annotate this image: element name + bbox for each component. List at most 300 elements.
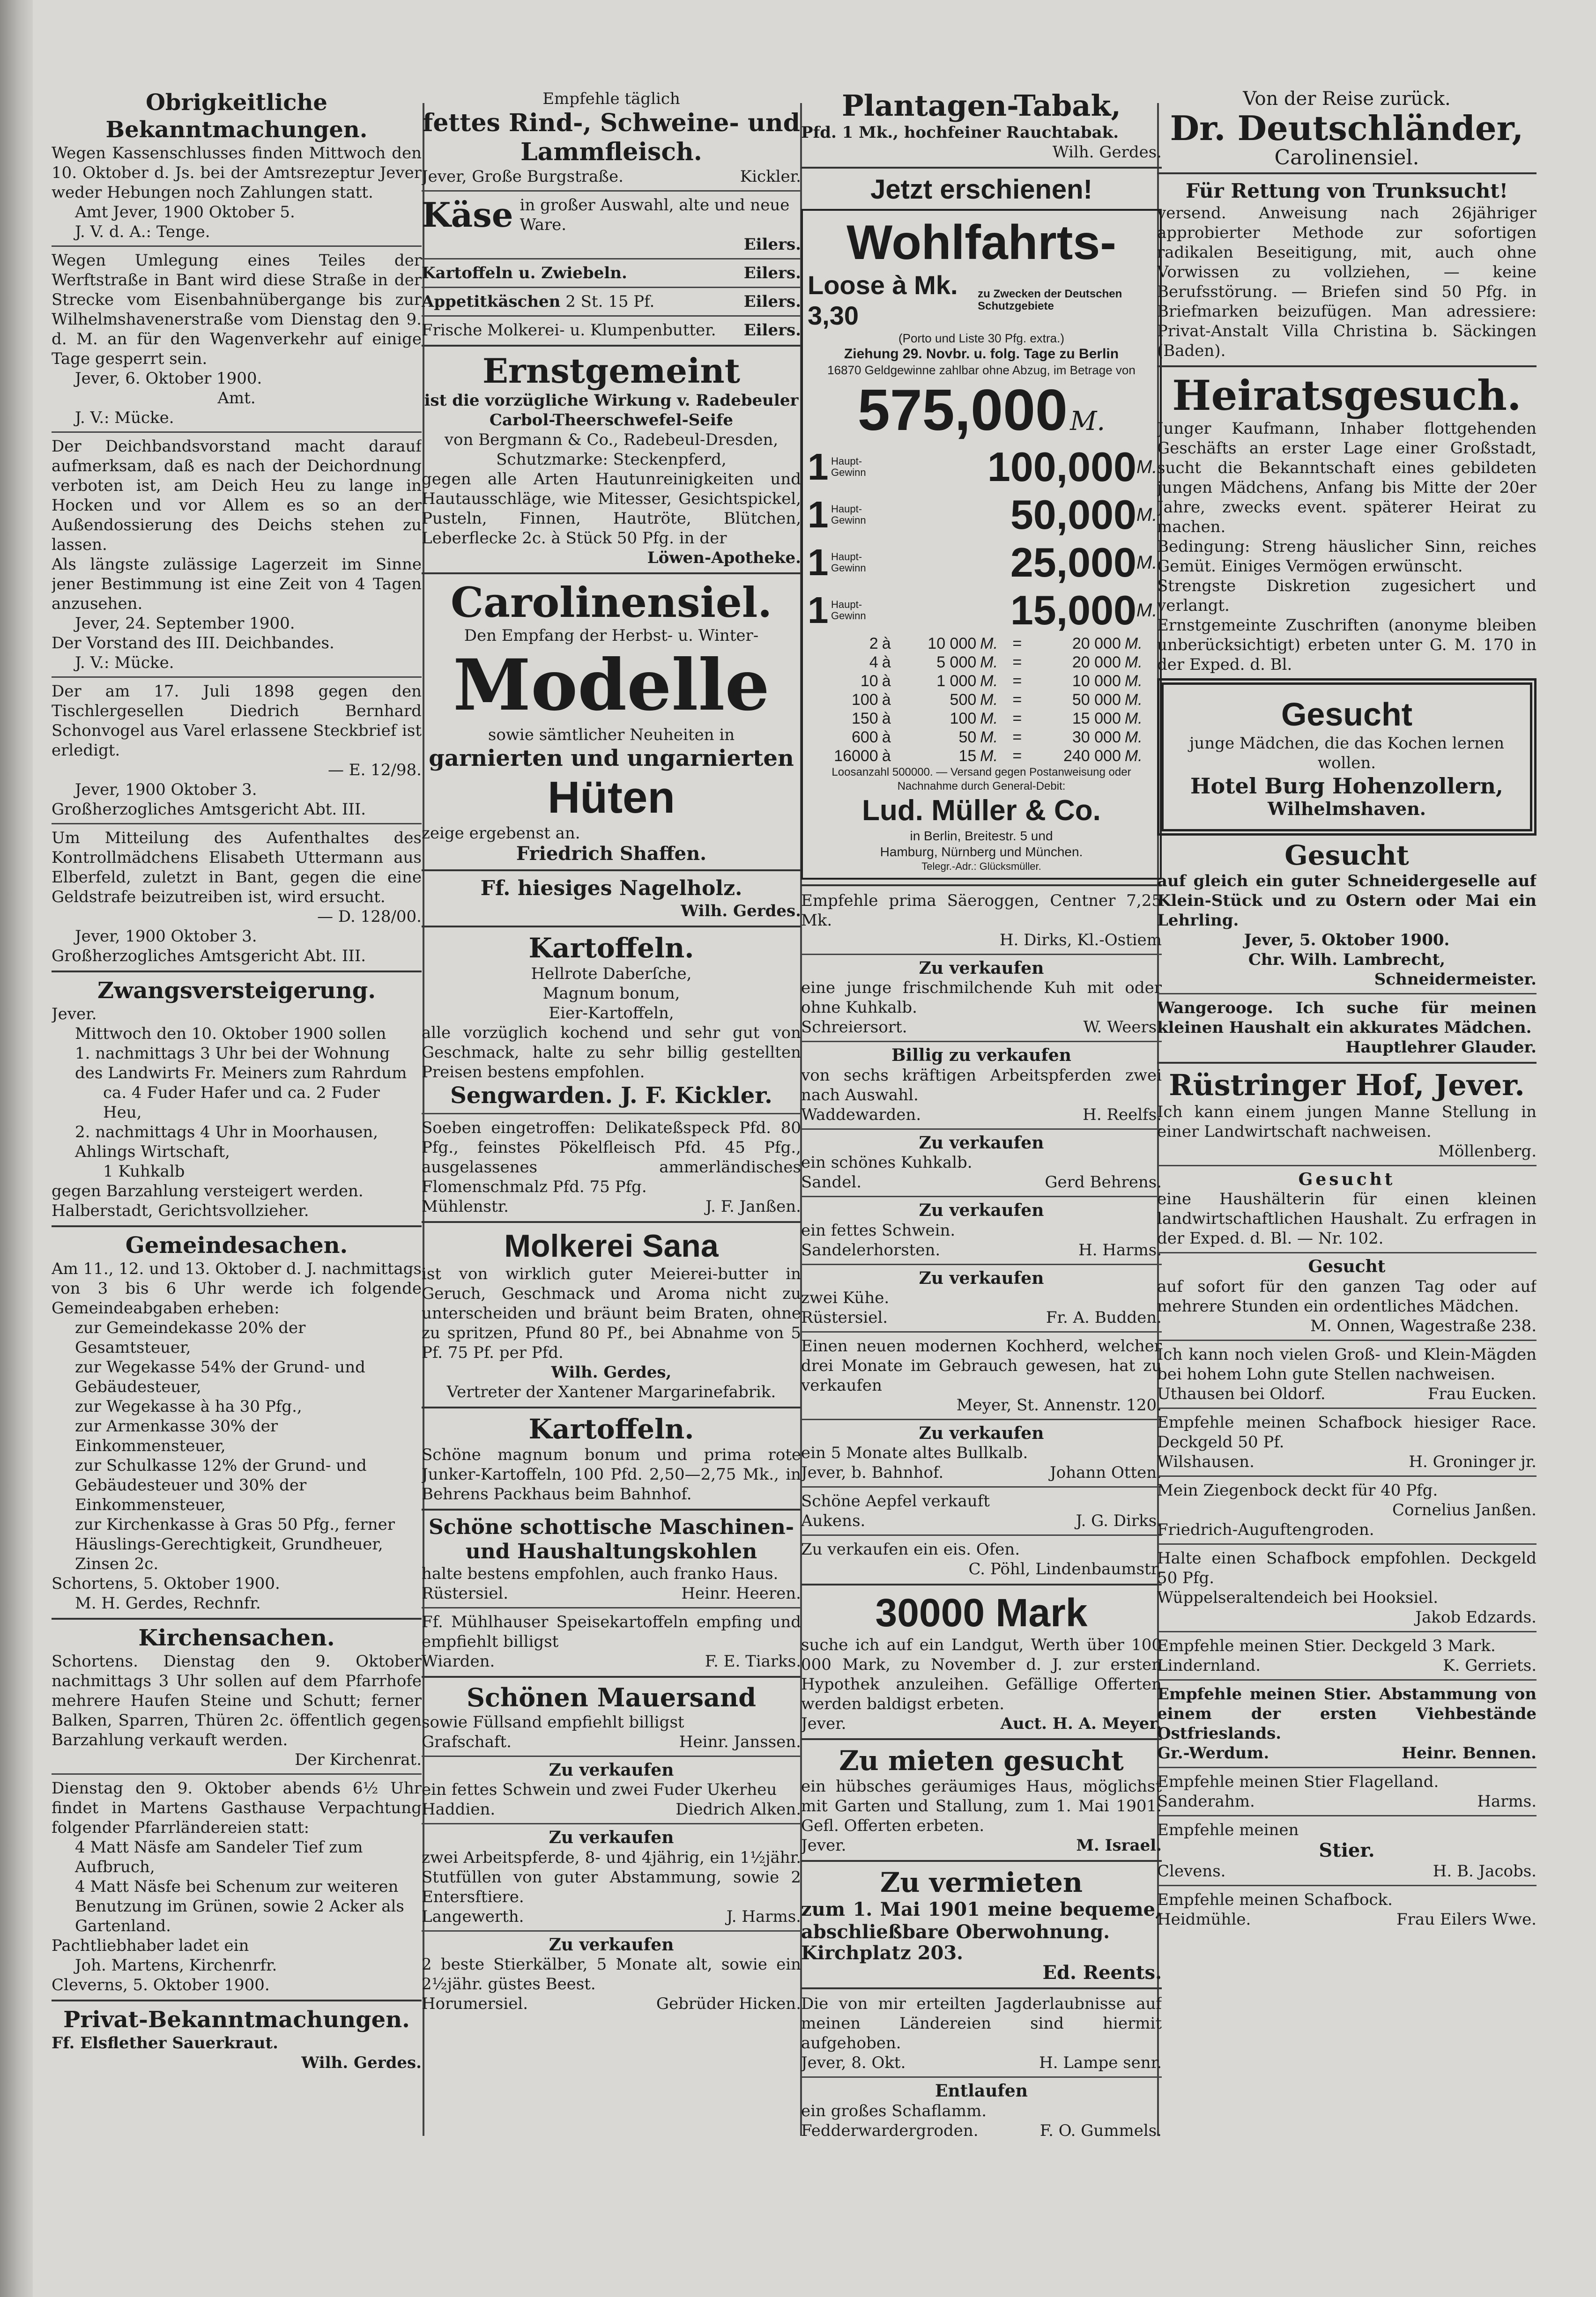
ad-title: Schöne schottische Maschinen- und Haushaltungskohlen <box>428 1515 794 1563</box>
ad-signature: Eilers. <box>743 235 801 254</box>
notice-text: Pachtliebhaber ladet ein <box>52 1936 249 1955</box>
prize-table-cell: 10 <box>860 672 878 690</box>
divider <box>422 1113 801 1114</box>
ad-text: auf sofort für den ganzen Tag oder auf mehrere Stunden ein ordentliches Mädchen. <box>1157 1277 1537 1316</box>
lottery-title: Wohlfahrts- <box>846 215 1116 270</box>
ad-signature: M. Onnen, Wagestraße 238. <box>1310 1316 1537 1335</box>
divider <box>801 1128 1162 1130</box>
divider <box>801 1041 1162 1042</box>
ad-title: Carolinensiel. <box>451 578 772 627</box>
ad-text: Empfehle meinen Schafbock hiesiger Race. Deckgeld 50 Pf. <box>1157 1413 1537 1452</box>
notice-place: Jever. <box>52 1005 97 1023</box>
ad-place: Mühlenstr. <box>422 1197 509 1216</box>
ad-place: Wüppelseraltendeich bei Hooksiel. <box>1157 1588 1439 1607</box>
ad-signature: J. Harms. <box>726 1907 801 1926</box>
prize-table-cell: M. <box>1124 710 1143 727</box>
ad-title: 30000 Mark <box>875 1591 1088 1635</box>
ad-hotel: Hotel Burg Hohenzollern, <box>1190 773 1503 799</box>
prize-table-cell: M. <box>1124 672 1143 690</box>
ad-place: Langewerth. <box>422 1907 524 1926</box>
divider <box>1157 1408 1537 1409</box>
ad-signature: Diedrich Alken. <box>676 1800 801 1819</box>
prize-table-cell: 15 000 <box>1072 710 1121 727</box>
ad-text: halte bestens empfohlen, auch franko Haus. <box>422 1564 779 1583</box>
notice-item: 1 Kuhkalb <box>103 1162 185 1181</box>
divider <box>422 1676 801 1678</box>
ad-footer <box>422 1197 801 1216</box>
ad-text: Ff. Mühlhauser Speisekartoffeln empfing und empfiehlt billigst <box>422 1613 801 1651</box>
divider <box>801 1331 1162 1333</box>
ad-place: Jever, b. Bahnhof. <box>801 1463 944 1482</box>
ad-signature: Frau Eucken. <box>1427 1384 1537 1403</box>
ad-place: Sanderahm. <box>1157 1792 1255 1811</box>
divider <box>1157 1631 1537 1632</box>
prize-label: Haupt-Gewinn <box>831 599 866 622</box>
notice-office: Amt. <box>217 389 256 408</box>
ad-title: Zu verkaufen <box>919 1423 1044 1443</box>
ad-signature: Meyer, St. Annenstr. 120. <box>956 1395 1162 1415</box>
divider <box>52 971 422 972</box>
ad-signature: K. Gerriets. <box>1443 1656 1537 1675</box>
prize-label: Haupt-Gewinn <box>831 551 866 574</box>
divider <box>422 1221 801 1223</box>
ad-place: Fedderwardergroden. <box>801 2121 979 2140</box>
prize-table-cell: M. <box>1124 747 1143 765</box>
ad-signature: Frau Eilers Wwe. <box>1396 1910 1537 1929</box>
ad-place: Sandelerhorsten. <box>801 1240 941 1260</box>
notice-signature: Halberstadt, Gerichtsvollzieher. <box>52 1201 309 1220</box>
prize-table-cell: 20 000 <box>1072 653 1121 671</box>
ad-signature: Fr. A. Budden. <box>1046 1308 1162 1327</box>
divider <box>52 823 422 824</box>
ad-place: Sandel. <box>801 1173 862 1192</box>
ad-text: Eier-Kartoffeln, <box>549 1004 674 1023</box>
prize-table-cell: à <box>882 747 891 765</box>
ad-title: Kartoffeln. <box>528 932 694 964</box>
prize-table-cell: à <box>882 635 891 652</box>
prize-table-cell: M. <box>980 728 998 746</box>
ad-text: Empfehle meinen Schafbock. <box>1157 1890 1393 1909</box>
ad-text: Hellrote Daberſche, <box>531 964 692 983</box>
ad-text: Empfehle meinen Stier Flagelland. <box>1157 1772 1439 1791</box>
section-title: Zwangsversteigerung. <box>97 978 376 1004</box>
ad-title: Kartoffeln u. Zwiebeln. <box>422 264 627 282</box>
prize-label: Haupt-Gewinn <box>831 503 866 526</box>
ad-signature: Harms. <box>1477 1792 1537 1811</box>
lottery-heading: Jetzt erschienen! <box>870 174 1092 205</box>
ad-signature: H. Harms. <box>1078 1240 1162 1260</box>
divider <box>422 1930 801 1932</box>
ad-footer <box>801 1511 1162 1531</box>
divider <box>801 1419 1162 1420</box>
ad-title: Heiratsgesuch. <box>1172 371 1522 420</box>
ad-footer <box>422 1800 801 1819</box>
ad-headline: Hüten <box>548 772 675 822</box>
ad-place: Heidmühle. <box>1157 1910 1251 1929</box>
notice-reference: — D. 128/00. <box>317 907 422 926</box>
ad-footer <box>1157 1452 1537 1472</box>
ad-footer <box>801 1308 1162 1327</box>
ad-signature: M. Israel. <box>1076 1836 1162 1855</box>
ad-text: 2 beste Stierkälber, 5 Monate alt, sowie ein 2½jähr. güstes Beest. <box>422 1955 801 1994</box>
prize-table-cell: 600 <box>851 728 878 746</box>
ad-text: Frische Molkerei- u. Klumpenbutter. <box>422 321 716 340</box>
column-1 <box>52 89 422 2073</box>
ad-text: ist von wirklich guter Meierei-butter in Geruch, Geschmack und Aroma nicht zu unterscheiden und bräunt beim Braten, ohne zu spritzen, Pfund 80 Pf., bei Abnahme von 5 Pf. 75 Pf. per Pfd. <box>422 1265 801 1362</box>
ad-subtext: Vertreter der Xantener Margarinefabrik. <box>446 1383 776 1401</box>
ad-headline: Modelle <box>453 644 770 726</box>
lottery-total-value: 575,000 <box>857 378 1068 443</box>
ad-place: Carolinensiel. <box>1274 146 1419 170</box>
notice-text: Am 11., 12. und 13. Oktober d. J. nachmittags von 3 bis 6 Uhr werde ich folgende Gemeindeabgaben erheben: <box>52 1260 422 1318</box>
ad-signature: J. G. Dirks. <box>1076 1512 1162 1531</box>
ad-title: Plantagen-Tabak, <box>841 89 1121 123</box>
ad-title: Zu verkaufen <box>919 958 1044 978</box>
divider <box>422 1407 801 1408</box>
ad-text: Junger Kaufmann, Inhaber flottgehenden Geschäfts an erster Lage einer Großstadt, sucht die Bekanntschaft eines gebildeten jungen Mädchens, Anfang bis Mitte der 20er Jahre, zwecks event. späterer Heirat zu machen. <box>1157 419 1537 536</box>
prize-value: 25,000 <box>1010 539 1136 585</box>
ad-footer <box>1157 1743 1537 1763</box>
ad-title: Zu verkaufen <box>919 1200 1044 1221</box>
ad-signature: Löwen-Apotheke. <box>647 548 801 567</box>
ad-signature: Hauptlehrer Glauder. <box>1345 1038 1537 1057</box>
ad-text: Ff. Elsflether Sauerkraut. <box>52 2034 278 2052</box>
divider <box>52 2000 422 2001</box>
ad-signature-role: Schneidermeister. <box>1374 970 1537 989</box>
divider <box>801 1860 1162 1862</box>
divider <box>422 572 801 574</box>
divider <box>801 1534 1162 1536</box>
ad-text: eine Haushälterin für einen kleinen landwirtschaftlichen Haushalt. Zu erfragen in der Exped. d. Bl. — Nr. 102. <box>1157 1190 1537 1248</box>
prize-currency: M. <box>1136 504 1158 525</box>
prize-value: 100,000 <box>987 444 1136 490</box>
prize-table-cell: 30 000 <box>1072 728 1121 746</box>
notice-signature: M. H. Gerdes, Rechnfr. <box>75 1594 261 1613</box>
lottery-firm: Lud. Müller & Co. <box>862 794 1101 827</box>
prize-table-cell: à <box>882 710 891 727</box>
notice-signature: J. V.: Mücke. <box>75 408 174 427</box>
ad-signature: Möllenberg. <box>1438 1142 1537 1161</box>
framed-ad <box>1157 678 1537 836</box>
notice-place: Amt Jever, 1900 Oktober 5. <box>75 203 295 222</box>
divider <box>801 1584 1162 1586</box>
ad-title: Gesucht <box>1298 1170 1396 1189</box>
column-4 <box>1157 89 1537 1929</box>
ad-place: Jever, 8. Okt. <box>801 2053 906 2073</box>
ad-text: ein großes Schaflamm. <box>801 2101 987 2120</box>
prize-value: 50,000 <box>1010 491 1136 538</box>
ad-place: Clevens. <box>1157 1861 1226 1881</box>
divider <box>422 1509 801 1511</box>
ad-footer <box>801 1172 1162 1192</box>
lottery-price-row <box>808 270 1155 331</box>
ad-text: ein hübsches geräumiges Haus, möglichst mit Garten und Stallung, zum 1. Mai 1901. Gefl. Offerten erbeten. <box>801 1777 1162 1836</box>
ad-title: fettes Rind-, Schweine- und Lammfleisch. <box>422 109 801 166</box>
divider <box>422 315 801 317</box>
ad-place: Schreiersort. <box>801 1018 907 1037</box>
lottery-porto: (Porto und Liste 30 Pfg. extra.) <box>898 331 1065 345</box>
ad-footer <box>422 1584 801 1603</box>
ad-text: Schöne magnum bonum und prima rote Junker-Kartoffeln, 100 Pfd. 2,50—2,75 Mk., in Behrens Packhaus beim Bahnhof. <box>422 1445 801 1504</box>
divider <box>1157 1475 1537 1477</box>
ad-signature: Wilh. Gerdes. <box>301 2053 422 2072</box>
column-3 <box>801 89 1162 2141</box>
prize-table-cell: M. <box>980 672 998 690</box>
lottery-total <box>808 378 1155 443</box>
ad-signature: Chr. Wilh. Lambrecht, <box>1248 950 1446 969</box>
ad-title: Zu verkaufen <box>919 1133 1044 1153</box>
notice-item: zur Schulkasse 12% der Grund- und Gebäudesteuer und 30% der Einkommensteuer, <box>75 1456 367 1514</box>
ad-place: Grafschaft. <box>422 1733 512 1751</box>
prize-table-cell: 1 000 <box>936 672 977 690</box>
ad-signature: Gerd Behrens. <box>1045 1173 1162 1192</box>
prize-table-cell: M. <box>980 653 998 671</box>
notice-text: Mittwoch den 10. Oktober 1900 sollen <box>75 1024 386 1043</box>
notice-place: Jever, 6. Oktober 1900. <box>75 369 262 388</box>
divider <box>801 1264 1162 1265</box>
divider <box>801 2076 1162 2078</box>
ad-signature: C. Pöhl, Lindenbaumstr. <box>968 1560 1162 1579</box>
ad-place: Jever. <box>801 1836 846 1855</box>
ad-text: Empfehle meinen Stier. Deckgeld 3 Mark. <box>1157 1636 1496 1655</box>
prize-table-cell: = <box>1012 710 1022 727</box>
prize-table-cell: M. <box>1124 653 1143 671</box>
divider <box>1157 1252 1537 1253</box>
ad-text: Ich kann noch vielen Groß- und Klein-Mägden bei hohem Lohn gute Stellen nachweisen. <box>1157 1345 1537 1384</box>
prize-table-cell: 4 <box>869 653 878 671</box>
ad-text: zwei Kühe. <box>801 1288 890 1307</box>
notice-item: zur Wegekasse à ha 30 Pfg., <box>75 1397 302 1416</box>
prize-table-cell: M. <box>1124 728 1143 746</box>
ad-text: Magnum bonum, <box>542 984 680 1003</box>
ad-footer <box>801 1714 1162 1734</box>
prize-table-cell: 5 000 <box>936 653 977 671</box>
ad-title: Kartoffeln. <box>528 1413 694 1445</box>
ad-footer <box>1157 1910 1537 1929</box>
lottery-prize-table <box>808 634 1155 765</box>
prize-table-cell: M. <box>980 635 998 652</box>
ad-place: Uthausen bei Oldorf. <box>1157 1384 1326 1403</box>
lottery-purpose: zu Zwecken der Deutschen Schutzgebiete <box>978 288 1122 312</box>
prize-table-cell: 240 000 <box>1063 747 1121 765</box>
prize-table-row <box>808 672 1155 690</box>
ad-place: Waddewarden. <box>801 1105 921 1124</box>
ad-text: junge Mädchen, die das Kochen lernen wollen. <box>1189 734 1505 772</box>
ad-text: Empfehle prima Säeroggen, Centner 7,25 Mk. <box>801 891 1162 930</box>
divider <box>801 1738 1162 1740</box>
ad-text: Bedingung: Streng häuslicher Sinn, reiches Gemüt. Einiges Vermögen erwünscht. <box>1157 537 1537 576</box>
ad-signature: Eilers. <box>743 292 801 311</box>
divider <box>1157 1679 1537 1681</box>
ad-title: Stier. <box>1319 1839 1375 1861</box>
prize-table-row <box>808 709 1155 728</box>
lottery-main-prize <box>808 586 1158 634</box>
ad-place: Aukens. <box>801 1512 866 1531</box>
ad-text: zeige ergebenst an. <box>422 824 580 843</box>
ad-city: Wilhelmshaven. <box>1267 798 1426 819</box>
ad-title: Gesucht <box>1281 696 1413 733</box>
ad-text: sowie sämtlicher Neuheiten in <box>488 726 735 744</box>
book-spine <box>0 0 33 2297</box>
ad-title: Gesucht <box>1308 1257 1386 1277</box>
prize-table-cell: M. <box>1124 691 1143 709</box>
lottery-main-prize <box>808 539 1158 586</box>
ad-footer <box>1157 1861 1537 1881</box>
prize-currency: M. <box>1136 552 1158 573</box>
ad-title: Zu verkaufen <box>549 1760 674 1780</box>
ad-signature: F. E. Tiarks. <box>705 1652 801 1671</box>
prize-table-cell: à <box>882 672 891 690</box>
ad-text: sowie Füllsand empfiehlt billigst <box>422 1713 684 1732</box>
prize-table-row <box>808 634 1155 653</box>
prize-table-cell: M. <box>980 747 998 765</box>
lottery-ad <box>801 209 1162 880</box>
ad-pretext: Empfehle täglich <box>542 89 680 108</box>
ad-block <box>422 292 801 311</box>
ad-title: Dr. Deutschländer, <box>1170 108 1524 148</box>
notice-text: Wegen Kassenschlusses finden Mittwoch den 10. Oktober d. Js. bei der Amtsrezeptur Jever weder Hebungen noch Zahlungen statt. <box>52 144 422 202</box>
prize-currency: M. <box>1136 600 1158 621</box>
notice-item: zur Armenkasse 30% der Einkommensteuer, <box>75 1417 278 1455</box>
ad-footer <box>801 1105 1162 1125</box>
notice-item: zur Wegekasse 54% der Grund- und Gebäudesteuer, <box>75 1358 365 1396</box>
prize-table-cell: M. <box>980 710 998 727</box>
notice-text: Der Deichbandsvorstand macht darauf aufmerksam, daß es nach der Deichordnung verboten ist, am Deich Heu zu lange in Hocken und vor Allem es so an der Außendossierung des Deichs stehen zu lassen. <box>52 437 422 554</box>
ad-footer <box>422 1994 801 2014</box>
notice-court: Großherzogliches Amtsgericht Abt. III. <box>52 800 366 819</box>
ad-signature: Friedrich Shaffen. <box>516 843 707 865</box>
prize-table-row <box>808 747 1155 765</box>
ad-footer <box>801 1017 1162 1037</box>
prize-table-cell: M. <box>1124 635 1143 652</box>
prize-table-cell: 50 000 <box>1072 691 1121 709</box>
divider <box>422 258 801 259</box>
ad-signature: Jakob Edzards. <box>1415 1608 1537 1627</box>
ad-text: Soeben eingetroffen: Delikateßspeck Pfd. 80 Pfg., feinstes Pökelfleisch Pfd. 45 Pfg., ausgelassenes ammerländisches Flomenschmalz Pfd. 75 Pfg. <box>422 1119 801 1196</box>
divider <box>801 954 1162 955</box>
prize-table-cell: à <box>882 653 891 671</box>
divider <box>1157 172 1537 174</box>
ad-text: in großer Auswahl, alte und neue Ware. <box>520 196 790 234</box>
prize-table-cell: 2 <box>869 635 878 652</box>
ad-title: Käse <box>422 195 513 235</box>
ad-signature: Heinr. Janssen. <box>679 1733 801 1751</box>
ad-signature: Auct. H. A. Meyer. <box>1000 1714 1162 1734</box>
ad-text: ein fettes Schwein und zwei Fuder Ukerheu <box>422 1780 777 1800</box>
lottery-address: Hamburg, Nürnberg und München. <box>880 845 1083 859</box>
ad-place: Wiarden. <box>422 1652 495 1671</box>
ad-title: Zu mieten gesucht <box>839 1745 1124 1777</box>
ad-text: von Bergmann & Co., Radebeul-Dresden, <box>444 430 779 449</box>
divider <box>422 869 801 871</box>
ad-text: Empfehle meinen Stier. Abstammung von einem der ersten Viehbestände Ostfrieslands. <box>1157 1684 1537 1743</box>
ad-footer <box>1157 1384 1537 1404</box>
ad-text: ein fettes Schwein. <box>801 1221 956 1240</box>
divider <box>1157 1165 1537 1166</box>
ad-subtitle: garnierten und ungarnierten <box>429 745 794 771</box>
prize-table-cell: 50 <box>958 728 977 746</box>
prize-table-cell: = <box>1012 653 1022 671</box>
newspaper-page <box>33 19 1593 2295</box>
divider <box>1157 1062 1537 1064</box>
ad-text: Pfd. 1 Mk., hochfeiner Rauchtabak. <box>801 123 1119 142</box>
ad-signature: J. F. Janßen. <box>705 1197 801 1216</box>
ad-signature: H. Groninger jr. <box>1409 1452 1537 1471</box>
prize-count: 1 <box>808 446 829 488</box>
lottery-count: 16870 Geldgewinne zahlbar ohne Abzug, im Betrage von <box>827 363 1136 377</box>
lottery-price: Loose à Mk. 3,30 <box>808 270 958 330</box>
ad-footer <box>422 167 801 186</box>
ad-title: Ernstgemeint <box>482 351 741 391</box>
ad-signature: Heinr. Bennen. <box>1402 1743 1537 1763</box>
ad-text: Ich kann einem jungen Manne Stellung in einer Landwirtschaft nachweisen. <box>1157 1103 1537 1141</box>
ad-text: alle vorzüglich kochend und sehr gut von Geschmack, halte zu sehr billig gestellten Preisen bestens empfohlen. <box>422 1023 801 1082</box>
section-title: Obrigkeitliche Bekanntmachungen. <box>105 89 368 143</box>
ad-signature: Wilh. Gerdes, <box>551 1363 672 1382</box>
prize-count: 1 <box>808 541 829 583</box>
ad-title: Für Rettung von Trunksucht! <box>1185 179 1508 202</box>
ad-footer <box>801 2121 1162 2141</box>
divider <box>52 1618 422 1620</box>
divider <box>1157 993 1537 994</box>
ad-signature: Eilers. <box>743 321 801 340</box>
prize-table-cell: à <box>882 728 891 746</box>
notice-court: Großherzogliches Amtsgericht Abt. III. <box>52 947 366 965</box>
ad-title: Billig zu verkaufen <box>891 1045 1071 1066</box>
section-title: Privat-Bekanntmachungen. <box>63 2007 410 2033</box>
notice-signature: J. V. d. A.: Tenge. <box>75 222 210 241</box>
lottery-address: in Berlin, Breitestr. 5 und <box>910 829 1053 843</box>
ad-text: ein 5 Monate altes Bullkalb. <box>801 1444 1028 1463</box>
ad-place: Horumersiel. <box>422 1994 528 2014</box>
ad-footer <box>1157 1792 1537 1811</box>
ad-signature: Gebrüder Hicken. <box>656 1994 801 2014</box>
section-title: Kirchensachen. <box>138 1625 335 1651</box>
ad-signature: F. O. Gummels. <box>1039 2121 1162 2140</box>
notice-item: ca. 4 Fuder Hafer und ca. 2 Fuder Heu, <box>103 1083 380 1122</box>
divider <box>1157 365 1537 367</box>
prize-table-row <box>808 690 1155 709</box>
ad-signature: H. Lampe senr. <box>1039 2053 1162 2073</box>
divider <box>52 676 422 678</box>
ad-place: Lindernland. <box>1157 1656 1261 1675</box>
divider <box>801 1987 1162 1989</box>
ad-text: Schutzmarke: Steckenpferd, <box>496 450 727 469</box>
prize-table-cell: = <box>1012 672 1022 690</box>
notice-place: Jever, 1900 Oktober 3. <box>75 780 257 799</box>
divider <box>422 345 801 347</box>
ad-footer <box>801 2053 1162 2073</box>
ad-text: eine junge frischmilchende Kuh mit oder ohne Kuhkalb. <box>801 978 1162 1017</box>
ad-text: versend. Anweisung nach 26jähriger approbierter Methode zur sofortigen radikalen Beseitigung, mit, auch ohne Vorwissen zu vollziehen, — keine Berufsstörung. — Briefen sind 50 Pfg. in Briefmarken beizufügen. Man adressiere: Privat-Anstalt Villa Christina b. Säckingen (Baden). <box>1157 204 1537 360</box>
ad-title: Molkerei Sana <box>504 1228 719 1264</box>
ad-text: Empfehle meinen <box>1157 1820 1299 1839</box>
ad-signature: Johann Otten. <box>1050 1463 1162 1482</box>
divider <box>52 245 422 247</box>
ad-footer <box>422 1907 801 1927</box>
prize-label: Haupt-Gewinn <box>831 455 866 478</box>
divider <box>1157 1340 1537 1341</box>
ad-place: Jever, 5. Oktober 1900. <box>1244 931 1450 949</box>
lottery-main-prize <box>808 443 1158 491</box>
divider <box>1157 1815 1537 1816</box>
ad-signature: Wilh. Gerdes. <box>1052 143 1162 162</box>
prize-count: 1 <box>808 589 829 631</box>
ad-signature: H. Dirks, Kl.-Ostiem <box>999 931 1162 949</box>
divider <box>1157 1767 1537 1768</box>
notice-text: Dienstag den 9. Oktober abends 6½ Uhr findet in Martens Gasthause Verpachtung folgender Pfarrländereien statt: <box>52 1779 422 1837</box>
notice-place: Jever, 24. September 1900. <box>75 614 295 633</box>
